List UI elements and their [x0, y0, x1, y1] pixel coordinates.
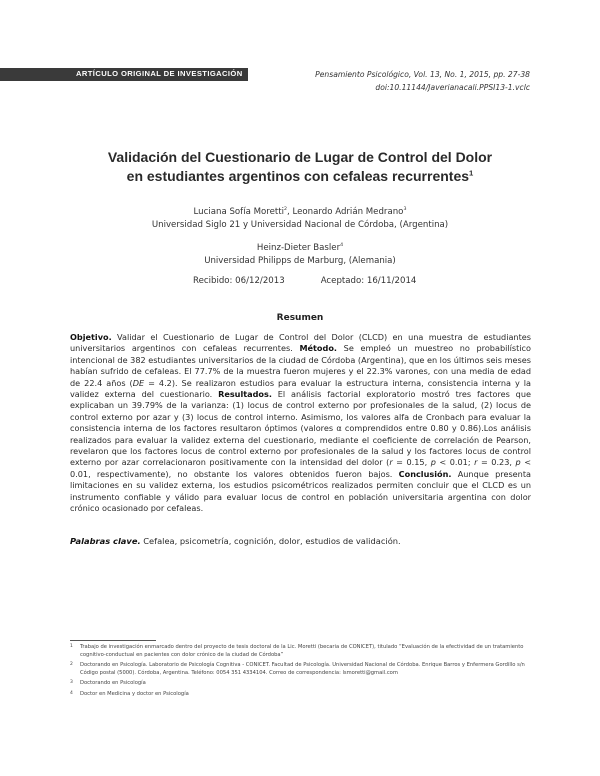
- author-moretti-mark: 2: [284, 207, 288, 213]
- author-medrano: , Leonardo Adrián Medrano: [287, 207, 404, 217]
- results-text-2: = 0.15,: [392, 457, 431, 468]
- author-line: [70, 206, 530, 219]
- title-footnote-mark: 1: [469, 168, 474, 178]
- author-medrano-mark: 3: [403, 207, 407, 213]
- results-text-5: < 0.01, respectivamente), no obstante los valores obtenidos fueron bajos.: [70, 457, 532, 479]
- p-symbol-2: p: [515, 457, 521, 468]
- affiliation-2: Universidad Philipps de Marburg, (Alemania): [204, 255, 396, 266]
- footnote-4: [70, 691, 531, 699]
- author-moretti: Luciana Sofía Moretti: [193, 207, 285, 217]
- conclusion-label: Conclusión.: [398, 468, 452, 479]
- title-line-1: Validación del Cuestionario de Lugar de Control del Dolor: [107, 149, 493, 165]
- results-text-3: < 0.01;: [435, 457, 475, 468]
- footnotes: [70, 644, 531, 702]
- dates: [193, 276, 452, 286]
- title-line-2-text: en estudiantes argentinos con cefaleas recurrentes: [126, 168, 470, 184]
- keywords-label: Palabras clave.: [70, 536, 141, 546]
- de-symbol: DE: [132, 377, 145, 388]
- author-line-2: [70, 242, 530, 255]
- abstract-body: [70, 332, 531, 515]
- footnote-text: Doctor en Medicina y doctor en Psicología: [80, 690, 189, 697]
- keywords: [70, 536, 531, 546]
- title-line-2: [70, 167, 530, 186]
- footnote-number: 1: [70, 644, 73, 649]
- r-symbol-1: r: [389, 457, 393, 468]
- author-basler: Heinz-Dieter Basler: [256, 243, 341, 253]
- keywords-text: Cefalea, psicometría, cognición, dolor, estudios de validación.: [140, 536, 401, 546]
- method-text-2: = 4.2). Se realizaron estudios para evaluar la estructura interna, consistencia interna y la validez externa del cuestionario.: [70, 377, 531, 400]
- author-basler-mark: 4: [340, 243, 344, 249]
- article-type-label: ARTÍCULO ORIGINAL DE INVESTIGACIÓN: [76, 69, 243, 78]
- journal-citation: Pensamiento Psicológico, Vol. 13, No. 1, 2015, pp. 27-38: [315, 70, 530, 79]
- paper-title: [70, 148, 530, 186]
- affiliation-1: Universidad Siglo 21 y Universidad Nacional de Córdoba, (Argentina): [151, 219, 449, 230]
- results-label: Resultados.: [218, 389, 272, 400]
- footnote-number: 2: [70, 662, 73, 668]
- authors-block-2: [70, 242, 530, 267]
- p-symbol-1: p: [430, 457, 436, 468]
- journal-header: [230, 68, 530, 94]
- r-symbol-2: r: [474, 457, 478, 468]
- results-text-1: El análisis factorial exploratorio mostró tres factores que explicaban un 39.79% de la varianza: (1) locus de control externo por profesionales de la salud, (2) locus de control externo por azar y (3) locus de control interno. Asimismo, los valores alfa de Cronbach para evaluar la consistencia interna de los factores resultaron óptimos (valores α comprendidos entre 0.80 y 0.86).Los análisis realizados para evaluar la validez externa del cuestionario, mediante el coeficiente de correlación de Pearson, revelaron que los factores locus de control externo por profesionales de la salud y los factores locus de control externo por azar correlacionaron positivamente con la intensidad del dolor (: [70, 389, 531, 468]
- footnote-1: [70, 644, 531, 659]
- conclusion-text: Aunque presenta limitaciones en su validez externa, los estudios psicométricos realizados permiten concluir que el CLCD es un instrumento confiable y válido para evaluar locus de control en población universitaria argentina con dolor crónico ocasionado por cefaleas.: [70, 468, 531, 514]
- footnote-2: [70, 662, 531, 677]
- authors-block-1: [70, 206, 530, 231]
- accepted-date: Aceptado: 16/11/2014: [320, 276, 417, 286]
- objective-label: Objetivo.: [70, 332, 112, 342]
- received-date: Recibido: 06/12/2013: [193, 276, 285, 286]
- doi[interactable]: doi:10.11144/Javerianacali.PPSI13-1.vclc: [375, 83, 530, 92]
- footnote-number: 4: [70, 690, 73, 696]
- footnote-divider: [70, 640, 156, 641]
- footnote-text: Doctorando en Psicología: [80, 680, 146, 687]
- footnote-3: [70, 680, 531, 688]
- method-label: Método.: [299, 343, 337, 354]
- method-text: Se empleó un muestreo no probabilístico intencional de 382 estudiantes universitarios de la ciudad de Córdoba (Argentina), que en los últimos seis meses habían sufrido de cefaleas. El 77.7% de la muestra fueron mujeres y el 22.3% varones, con una media de edad de 22.4 años (: [70, 343, 531, 388]
- results-text-4: = 0.23,: [477, 457, 516, 468]
- objective-text: Validar el Cuestionario de Lugar de Control del Dolor (CLCD) en una muestra de estudiantes universitarios argentinos con cefaleas recurrentes.: [70, 332, 531, 354]
- abstract-heading: Resumen: [276, 313, 324, 323]
- footnote-number: 3: [70, 680, 73, 686]
- footnote-text: Trabajo de investigación enmarcado dentro del proyecto de tesis doctoral de la Lic. Moretti (becaria de CONICET), titulado “Evaluación de la efectividad de un tratamiento cognitivo-conductual en pacientes con dolor crónico de la ciudad de Córdoba”: [80, 644, 524, 658]
- footnote-text: Doctorando en Psicología. Laboratorio de Psicología Cognitiva - CONICET. Facultad de Psicología. Universidad Nacional de Córdoba. Enrique Barros y Enfermera Gordillo s/n Código postal (5000). Córdoba, Argentina. Teléfono: 0054 351 4334104. Correo de correspondencia: lsmoretti@gmail.com: [80, 662, 525, 676]
